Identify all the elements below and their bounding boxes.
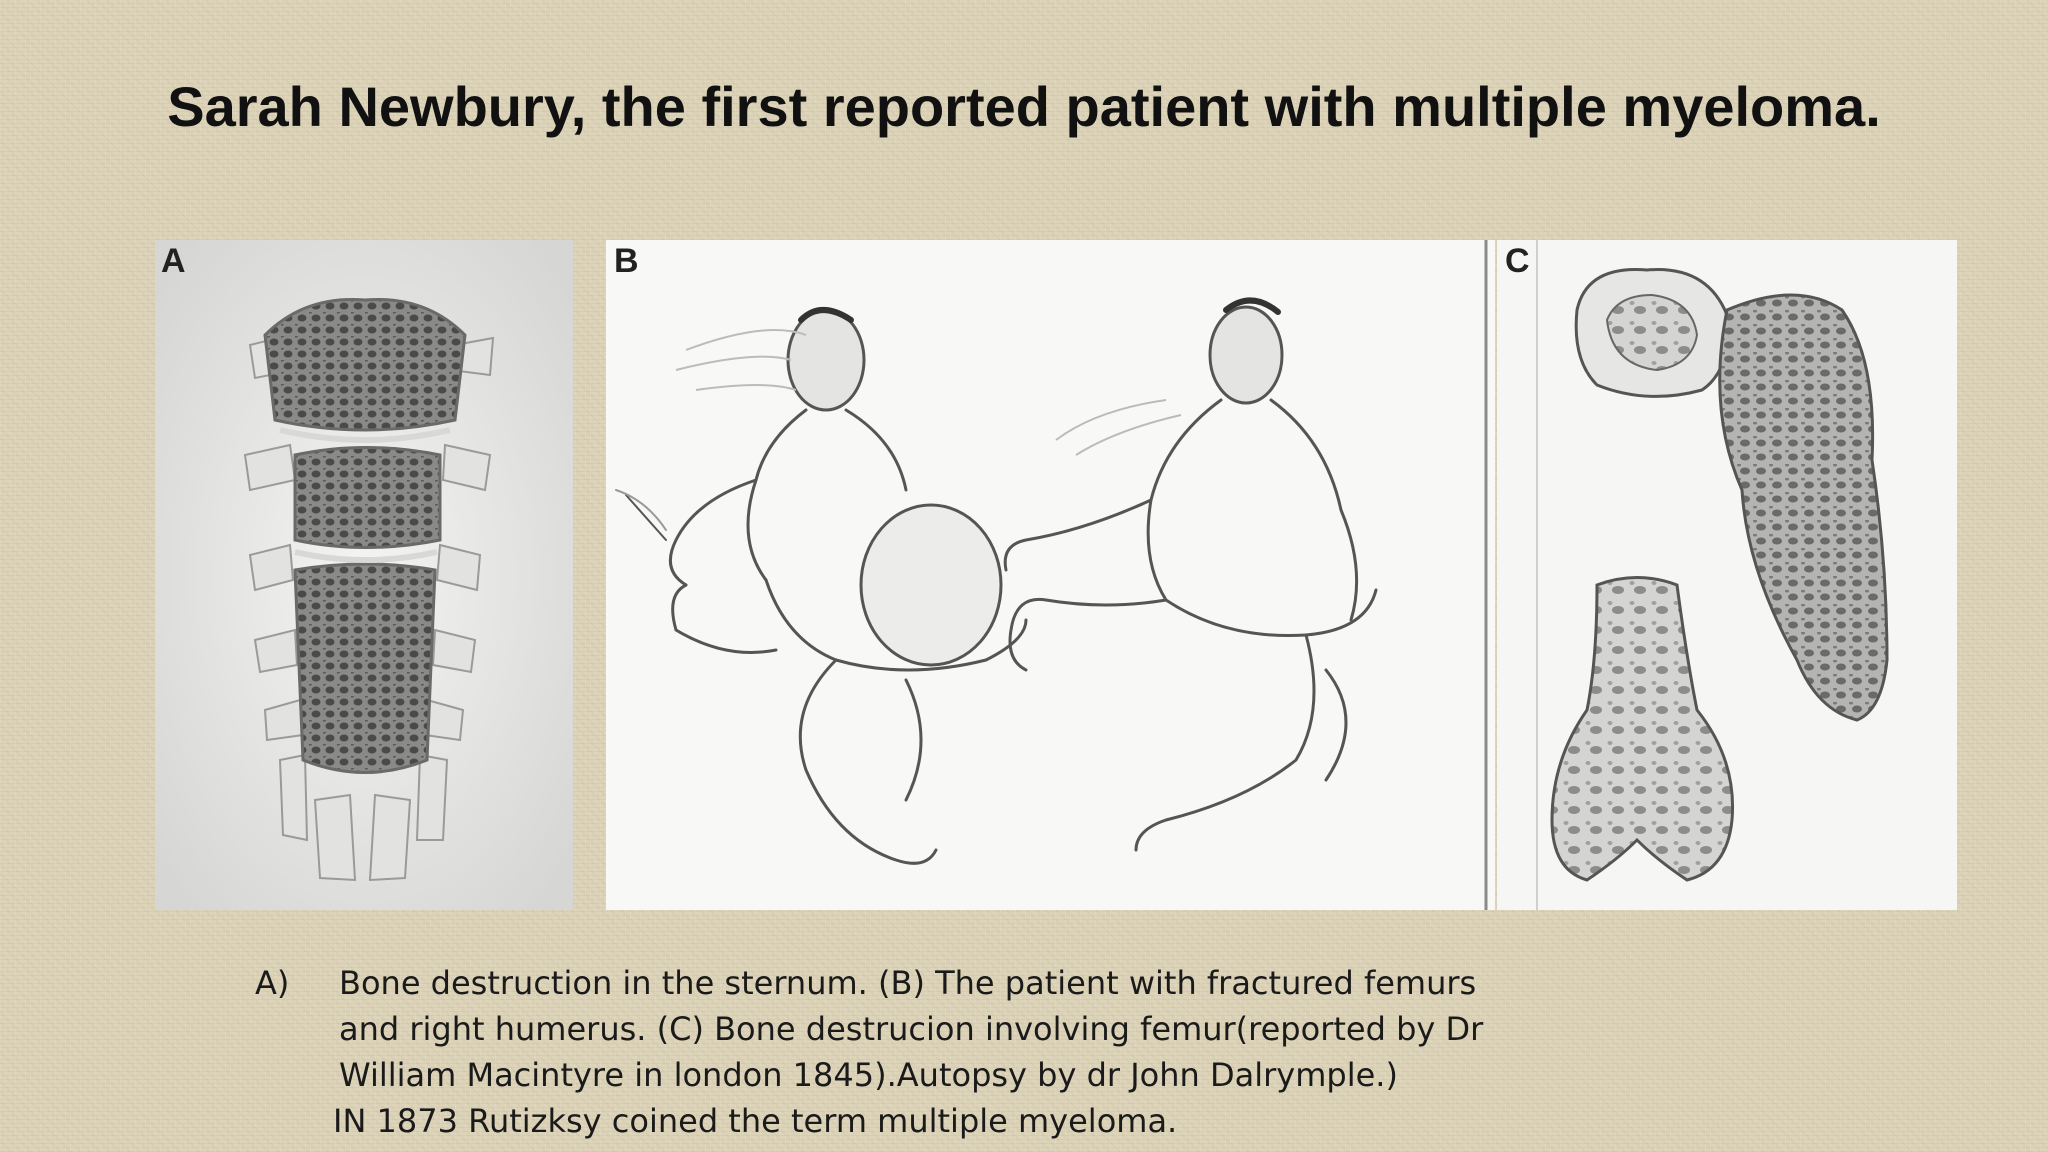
caption-line: William Macintyre in london 1845).Autopsy by dr John Dalrymple.) <box>339 1056 1398 1094</box>
caption-line: and right humerus. (C) Bone destrucion involving femur(reported by Dr <box>339 1010 1484 1048</box>
panel-a-label: A <box>161 242 186 280</box>
patient-drawing <box>606 240 1495 910</box>
caption-line: Bone destruction in the sternum. (B) The patient with fractured femurs <box>339 964 1477 1002</box>
femur-drawing <box>1497 240 1957 910</box>
panel-c-label: C <box>1505 242 1530 280</box>
panel-b-label: B <box>614 242 639 280</box>
sternum-drawing <box>155 240 573 910</box>
panel-b-patient-illustration <box>606 240 1495 910</box>
caption-line: IN 1873 Rutizksy coined the term multiple myeloma. <box>333 1102 1178 1140</box>
caption-marker: A) <box>255 964 290 1002</box>
slide-title: Sarah Newbury, the first reported patient with multiple myeloma. <box>167 75 1881 138</box>
panel-c-femur-illustration <box>1497 240 1957 910</box>
panel-a-sternum-illustration <box>155 240 573 910</box>
